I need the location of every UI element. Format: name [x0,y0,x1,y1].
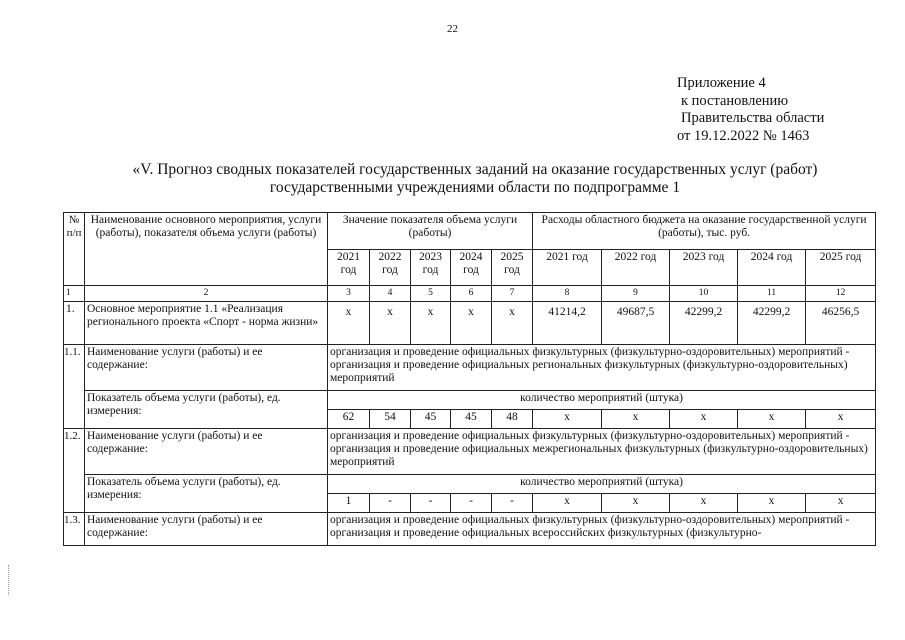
row-value: 48 [492,410,533,429]
row-value: х [411,302,451,345]
row-value: х [451,302,492,345]
table-row-1 [64,302,876,345]
row-value: х [370,302,411,345]
appendix-line-3: Правительства области [681,110,825,126]
header-budget: Расходы областного бюджета на оказание государственной услуги (работы), тыс. руб. [533,213,876,250]
appendix-line-1: Приложение 4 [677,75,766,91]
title-line-2: государственными учреждениями области по подпрограмме 1 [269,179,681,196]
budget-year: 2021 год [533,249,602,286]
budget-year: 2025 год [806,249,876,286]
service-label: Наименование услуги (работы) и ее содержание: [85,513,328,546]
column-number: 3 [328,286,370,302]
row-num: 1. [64,302,85,345]
table-row-1-2-service [64,429,876,475]
indicator-text: количество мероприятий (штука) [328,391,876,410]
budget-year: 2024 год [738,249,806,286]
service-label: Наименование услуги (работы) и ее содержание: [85,429,328,475]
row-value: - [370,494,411,513]
table-row-1-1-indicator [64,391,876,410]
column-number: 8 [533,286,602,302]
appendix-line-2: к постановлению [681,92,789,109]
volume-year: 2024 год [451,249,492,286]
row-value: 42299,2 [738,302,806,345]
row-value: х [806,494,876,513]
column-number: 7 [492,286,533,302]
row-num: 1.1. [64,345,85,429]
row-value: - [411,494,451,513]
column-number: 10 [670,286,738,302]
indicator-label: Показатель объема услуги (работы), ед. измерения: [85,391,328,429]
table-row-1-3-service [64,513,876,546]
appendix-line-4: от 19.12.2022 № 1463 [677,127,810,144]
row-value: - [451,494,492,513]
column-number: 5 [411,286,451,302]
volume-year: 2023 год [411,249,451,286]
row-value: х [738,494,806,513]
title-line-1: «V. Прогноз сводных показателей государственных заданий на оказание государственных услуг (работ) [132,161,818,178]
row-value: 45 [451,410,492,429]
row-value: 42299,2 [670,302,738,345]
page-number: 22 [447,23,458,35]
volume-year: 2021 год [328,249,370,286]
header-num: № п/п [64,213,85,286]
row-value: х [602,494,670,513]
row-value: х [670,494,738,513]
row-value: 46256,5 [806,302,876,345]
column-number-row [64,286,876,302]
service-text: организация и проведение официальных физкультурных (физкультурно-оздоровительных) мероприятий - организация и проведение официальных всероссийских физкультурных (физкультурно- [328,513,876,546]
service-text: организация и проведение официальных физкультурных (физкультурно-оздоровительных) мероприятий - организация и проведение официальных региональных физкультурных (физкультурно-оздоровительных) мероприятий [328,345,876,391]
column-number: 12 [806,286,876,302]
row-value: 54 [370,410,411,429]
column-number: 2 [85,286,328,302]
row-value: х [602,410,670,429]
column-number: 11 [738,286,806,302]
volume-year: 2022 год [370,249,411,286]
row-value: 1 [328,494,370,513]
column-number: 9 [602,286,670,302]
budget-year: 2023 год [670,249,738,286]
row-value: х [492,302,533,345]
budget-year: 2022 год [602,249,670,286]
header-volume: Значение показателя объема услуги (работы) [328,213,533,250]
document-title [60,161,890,197]
service-text: организация и проведение официальных физкультурных (физкультурно-оздоровительных) мероприятий - организация и проведение официальных межрегиональных физкультурных (физкультурно-оздоровительных) мероприятий [328,429,876,475]
column-number: 1 [64,286,85,302]
indicator-label: Показатель объема услуги (работы), ед. измерения: [85,475,328,513]
column-number: 6 [451,286,492,302]
header-name: Наименование основного мероприятия, услуги (работы), показателя объема услуги (работы) [85,213,328,286]
row-value: х [533,410,602,429]
row-value: х [328,302,370,345]
row-value: 49687,5 [602,302,670,345]
appendix-block [677,75,824,145]
service-label: Наименование услуги (работы) и ее содержание: [85,345,328,391]
row-value: 41214,2 [533,302,602,345]
row-name: Основное мероприятие 1.1 «Реализация регионального проекта «Спорт - норма жизни» [85,302,328,345]
margin-marks [8,565,11,595]
row-value: х [533,494,602,513]
table-row-1-1-service [64,345,876,391]
header-row [64,213,876,250]
row-value: 62 [328,410,370,429]
row-value: х [806,410,876,429]
row-num: 1.3. [64,513,85,546]
volume-year: 2025 год [492,249,533,286]
table-row-1-2-indicator [64,475,876,494]
column-number: 4 [370,286,411,302]
indicator-text: количество мероприятий (штука) [328,475,876,494]
row-num: 1.2. [64,429,85,513]
row-value: - [492,494,533,513]
row-value: 45 [411,410,451,429]
row-value: х [670,410,738,429]
forecast-table [63,212,876,546]
row-value: х [738,410,806,429]
